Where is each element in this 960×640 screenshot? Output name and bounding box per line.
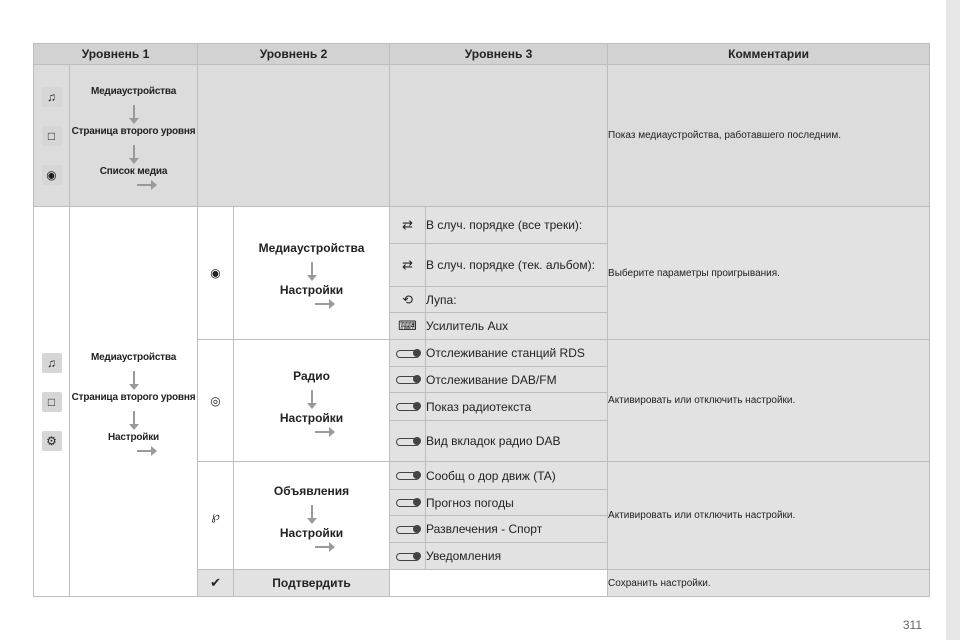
option-label[interactable]: Лупа: bbox=[426, 287, 608, 313]
flow-step: Список медиа bbox=[99, 165, 168, 177]
arrow-down-icon bbox=[311, 262, 313, 276]
option-label[interactable]: В случ. порядке (все треки): bbox=[426, 207, 608, 244]
arrow-right-icon bbox=[315, 431, 329, 433]
table-header-row bbox=[34, 44, 930, 65]
arrow-right-icon bbox=[137, 450, 151, 452]
music-note-icon[interactable]: ♫ bbox=[42, 353, 62, 373]
option-label[interactable]: Сообщ о дор движ (TA) bbox=[426, 462, 608, 490]
section1-icons bbox=[34, 65, 70, 207]
repeat-icon[interactable]: ⟲ bbox=[390, 287, 426, 313]
header-level1: Уровнень 1 bbox=[34, 44, 198, 65]
section1-level2-empty bbox=[198, 65, 390, 207]
header-comments: Комментарии bbox=[608, 44, 930, 65]
media-comment: Выберите параметры проигрывания. bbox=[608, 207, 930, 340]
media-flow bbox=[234, 207, 390, 340]
radio-flow bbox=[234, 340, 390, 462]
music-note-icon[interactable]: ♫ bbox=[42, 87, 62, 107]
option-label[interactable]: Показ радиотекста bbox=[426, 393, 608, 421]
aux-icon[interactable]: ⌨ bbox=[390, 313, 426, 340]
disc-icon[interactable]: ◉ bbox=[210, 266, 221, 280]
flow-step: Медиаустройства bbox=[90, 351, 177, 363]
announcements-comment: Активировать или отключить настройки. bbox=[608, 462, 930, 570]
confirm-empty bbox=[390, 570, 608, 597]
disc-icon[interactable]: ◉ bbox=[42, 165, 62, 185]
level2-sub: Настройки bbox=[279, 525, 344, 540]
toggle-icon[interactable] bbox=[390, 393, 426, 421]
toggle-icon[interactable] bbox=[390, 543, 426, 570]
radio-icon-cell bbox=[198, 340, 234, 462]
option-label[interactable]: Прогноз погоды bbox=[426, 490, 608, 516]
radio-icon[interactable]: ◎ bbox=[210, 393, 221, 408]
option-label[interactable]: Отслеживание DAB/FM bbox=[426, 367, 608, 393]
media-icon-cell bbox=[198, 207, 234, 340]
toggle-icon[interactable] bbox=[390, 516, 426, 543]
radio-comment: Активировать или отключить настройки. bbox=[608, 340, 930, 462]
flow-step: Страница второго уровня bbox=[71, 125, 196, 137]
flow-step: Медиаустройства bbox=[90, 85, 177, 97]
level2-title: Медиаустройства bbox=[258, 241, 365, 255]
shuffle-icon[interactable]: ⇄ bbox=[390, 244, 426, 287]
settings-table bbox=[33, 43, 930, 597]
announcement-icon[interactable]: ℘ bbox=[211, 508, 220, 523]
phone-icon[interactable]: □ bbox=[42, 126, 62, 146]
checkmark-icon[interactable]: ✔ bbox=[198, 570, 234, 597]
level2-sub: Настройки bbox=[279, 410, 344, 425]
flow-step: Настройки bbox=[108, 431, 159, 443]
announcements-flow bbox=[234, 462, 390, 570]
option-label[interactable]: Уведомления bbox=[426, 543, 608, 570]
flow-step: Страница второго уровня bbox=[71, 391, 196, 403]
section1-flow bbox=[70, 65, 198, 207]
level2-title: Радио bbox=[293, 368, 330, 383]
arrow-down-icon bbox=[311, 505, 313, 519]
header-level3: Уровнень 3 bbox=[390, 44, 608, 65]
toggle-icon[interactable] bbox=[390, 421, 426, 462]
option-label[interactable]: Развлечения - Спорт bbox=[426, 516, 608, 543]
table-row bbox=[34, 65, 930, 207]
section1-comment: Показ медиаустройства, работавшего последним. bbox=[608, 65, 930, 207]
option-label[interactable]: Вид вкладок радио DAB bbox=[426, 421, 608, 462]
announcement-icon-cell bbox=[198, 462, 234, 570]
arrow-right-icon bbox=[137, 184, 151, 186]
arrow-right-icon bbox=[315, 303, 329, 305]
arrow-right-icon bbox=[315, 546, 329, 548]
shuffle-icon[interactable]: ⇄ bbox=[390, 207, 426, 244]
settings-icon[interactable]: ⚙ bbox=[42, 431, 62, 451]
toggle-icon[interactable] bbox=[390, 462, 426, 490]
level2-sub: Настройки bbox=[279, 283, 344, 297]
section2-icons bbox=[34, 207, 70, 597]
header-level2: Уровнень 2 bbox=[198, 44, 390, 65]
phone-icon[interactable]: □ bbox=[42, 392, 62, 412]
section1-level3-empty bbox=[390, 65, 608, 207]
toggle-icon[interactable] bbox=[390, 490, 426, 516]
option-label[interactable]: Усилитель Aux bbox=[426, 313, 608, 340]
section2-flow bbox=[70, 207, 198, 597]
confirm-comment: Сохранить настройки. bbox=[608, 570, 930, 597]
toggle-icon[interactable] bbox=[390, 367, 426, 393]
arrow-down-icon bbox=[133, 411, 135, 425]
option-label[interactable]: Отслеживание станций RDS bbox=[426, 340, 608, 367]
page-edge-bar bbox=[946, 0, 960, 640]
arrow-down-icon bbox=[133, 371, 135, 385]
level2-title: Объявления bbox=[273, 483, 350, 498]
arrow-down-icon bbox=[133, 145, 135, 159]
confirm-button[interactable]: Подтвердить bbox=[234, 570, 390, 597]
table-row bbox=[34, 207, 930, 244]
arrow-down-icon bbox=[133, 105, 135, 119]
arrow-down-icon bbox=[311, 390, 313, 404]
page-number: 311 bbox=[902, 618, 922, 632]
option-label[interactable]: В случ. порядке (тек. альбом): bbox=[426, 244, 608, 287]
toggle-icon[interactable] bbox=[390, 340, 426, 367]
